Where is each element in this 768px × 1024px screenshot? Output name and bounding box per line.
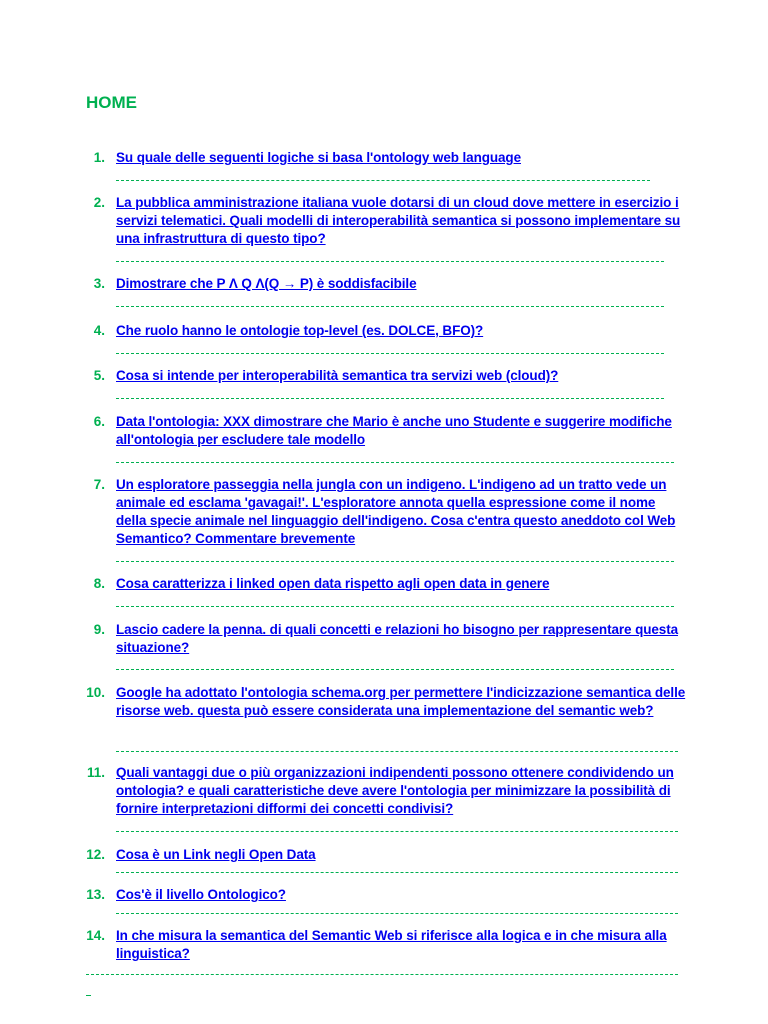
- question-link-12[interactable]: Cosa è un Link negli Open Data: [116, 847, 316, 862]
- separator: [116, 751, 678, 752]
- question-number: 4.: [93, 323, 105, 338]
- question-link-8[interactable]: Cosa caratterizza i linked open data rispetto agli open data in genere: [116, 576, 550, 591]
- question-link-10[interactable]: Google ha adottato l'ontologia schema.org per permettere l'indicizzazione semantica delle risorse web. questa può essere considerata una implementazione del semantic web?: [116, 685, 686, 718]
- question-link-13[interactable]: Cos'è il livello Ontologico?: [116, 887, 286, 902]
- question-number: 6.: [93, 414, 105, 429]
- separator: [116, 872, 678, 873]
- question-link-9[interactable]: Lascio cadere la penna. di quali concetti e relazioni ho bisogno per rappresentare questa situazione?: [116, 622, 679, 655]
- separator: [116, 398, 664, 399]
- question-number: 13.: [86, 887, 105, 902]
- separator: [116, 831, 678, 832]
- separator: [116, 353, 664, 354]
- question-number: 14.: [86, 928, 105, 943]
- question-number: 8.: [93, 576, 105, 591]
- question-link-5[interactable]: Cosa si intende per interoperabilità semantica tra servizi web (cloud)?: [116, 368, 559, 383]
- separator: [116, 462, 674, 463]
- question-link-14[interactable]: In che misura la semantica del Semantic Web si riferisce alla logica e in che misura alla linguistica?: [116, 928, 667, 961]
- question-number: 10.: [86, 685, 105, 700]
- question-number: 1.: [93, 150, 105, 165]
- separator: [116, 261, 664, 262]
- question-link-1[interactable]: Su quale delle seguenti logiche si basa l'ontology web language: [116, 150, 521, 165]
- separator-tail: [86, 995, 91, 996]
- question-number: 7.: [93, 477, 105, 492]
- question-link-11[interactable]: Quali vantaggi due o più organizzazioni indipendenti possono ottenere condividendo un ontologia? e quali caratteristiche deve avere l'ontologia per minimizzare la possibilità di fornire interpretazioni difformi dei concetti condivisi?: [116, 765, 674, 816]
- question-number: 12.: [86, 847, 105, 862]
- question-link-3[interactable]: Dimostrare che P Λ Q Λ(Q → P) è soddisfacibile: [116, 276, 417, 291]
- question-link-6[interactable]: Data l'ontologia: XXX dimostrare che Mario è anche uno Studente e suggerire modifiche all'ontologia per escludere tale modello: [116, 414, 672, 447]
- separator: [116, 913, 678, 914]
- home-link[interactable]: HOME: [86, 93, 137, 112]
- separator: [116, 180, 650, 181]
- separator: [116, 561, 674, 562]
- question-number: 11.: [86, 765, 105, 780]
- question-number: 2.: [93, 195, 105, 210]
- separator-final: [86, 974, 678, 975]
- separator: [116, 606, 674, 607]
- question-link-7[interactable]: Un esploratore passeggia nella jungla con un indigeno. L'indigeno ad un tratto vede un animale ed esclama 'gavagai!'. L'esploratore annota quella espressione come il nome della specie animale nel linguaggio dell'indigeno. Cosa c'entra questo aneddoto col Web Semantico? Commentare brevemente: [116, 477, 676, 546]
- separator: [116, 306, 664, 307]
- separator: [116, 669, 674, 670]
- question-link-2[interactable]: La pubblica amministrazione italiana vuole dotarsi di un cloud dove mettere in esercizio i servizi telematici. Quali modelli di interoperabilità semantica si possono implementare su una infrastruttura di questo tipo?: [116, 195, 681, 246]
- question-number: 5.: [93, 368, 105, 383]
- question-link-4[interactable]: Che ruolo hanno le ontologie top-level (es. DOLCE, BFO)?: [116, 323, 484, 338]
- question-number: 9.: [93, 622, 105, 637]
- question-number: 3.: [93, 276, 105, 291]
